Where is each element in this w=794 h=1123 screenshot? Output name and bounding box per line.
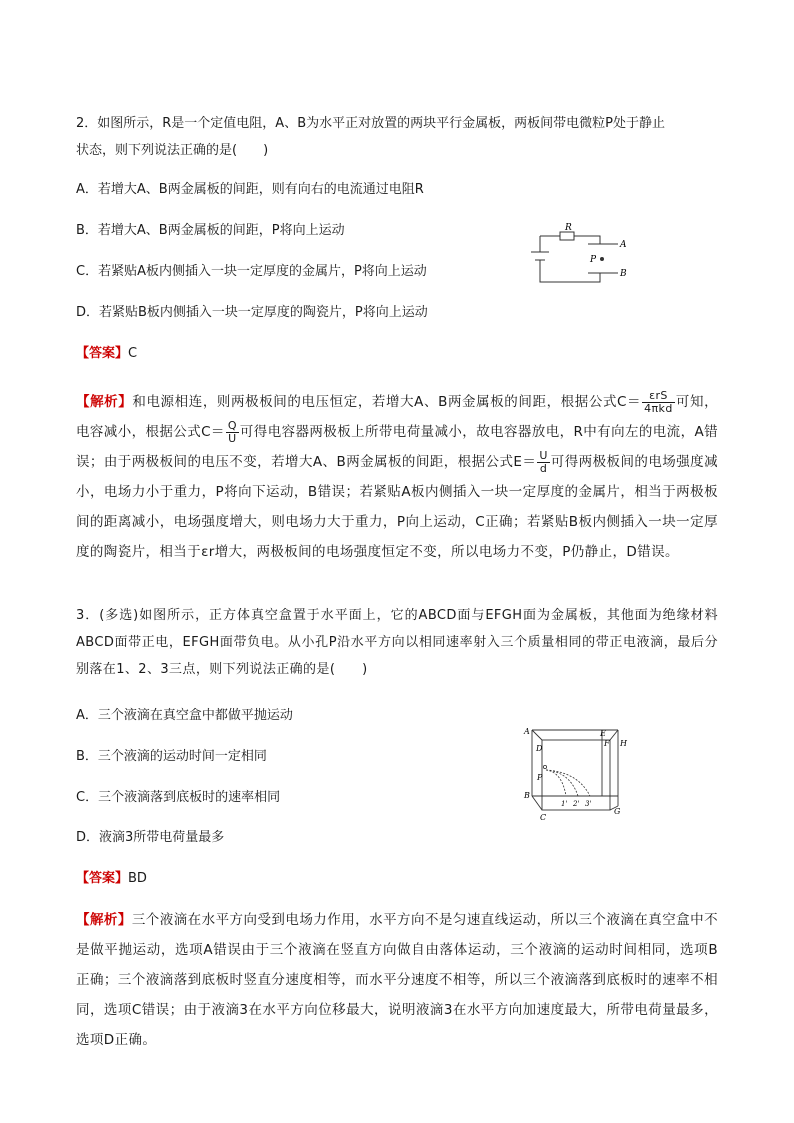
q3-label-f: F bbox=[604, 739, 610, 748]
q2-answer-tag: 【答案】 bbox=[76, 346, 129, 361]
q2-particle-dot bbox=[600, 257, 604, 261]
q2-stem-line1: 2．如图所示，R是一个定值电阻，A、B为水平正对放置的两块平行金属板，两板间带电微粒P处于静止 bbox=[76, 116, 665, 131]
q3-answer-tag: 【答案】 bbox=[76, 871, 129, 886]
q3-option-c: C．三个液滴落到底板时的速率相同 bbox=[76, 790, 281, 805]
q2-formula-capacitance: $\frac{\text{εrS}}{\text{4πkd}}$ bbox=[644, 388, 673, 415]
q3-analysis-text: 三个液滴在水平方向受到电场力作用，水平方向不是匀速直线运动，所以三个液滴在真空盒中不是做平抛运动，选项A错误由于三个液滴在竖直方向做自由落体运动，三个液滴的运动时间相同，选项B正确；三个液滴落到底板时竖直分速度相等，而水平分速度不相等，所以三个液滴落到底板时的速率不相同，选项C错误；由于液滴3在水平方向位移最大，说明液滴3在水平方向加速度最大，所带电荷量最多，选项D正确。 bbox=[76, 912, 718, 1048]
q2-label-p: P bbox=[590, 255, 597, 265]
q2-answer bbox=[76, 346, 137, 362]
q3-option-d: D．液滴3所带电荷量最多 bbox=[76, 830, 225, 845]
q3-label-e: E bbox=[600, 729, 606, 738]
q2-label-a: A bbox=[620, 240, 627, 250]
q3-label-point-3: 3' bbox=[585, 800, 592, 808]
q3-analysis bbox=[76, 905, 718, 1055]
q2-option-d: D．若紧贴B板内侧插入一块一定厚度的陶瓷片，P将向上运动 bbox=[76, 305, 428, 320]
q3-stem: 3．(多选)如图所示，正方体真空盒置于水平面上，它的ABCD面与EFGH面为金属板，其他面为绝缘材料ABCD面带正电，EFGH面带负电。从小孔P沿水平方向以相同速率射入三个质量相同的带正电液滴，最后分别落在1、2、3三点，则下列说法正确的是( ) bbox=[76, 608, 718, 677]
q2-analysis-text-4: 可得两极板间的电场强度减小，电场力小于重力，P将向下运动，B错误；若紧贴A板内侧插入一块一定厚度的金属片，相当于两极板间的距离减小，电场强度增大，则电场力大于重力，P向上运动，C正确；若紧贴B板内侧插入一块一定厚度的陶瓷片，相当于εr增大，两极板间的电场强度恒定不变，所以电场力不变，P仍静止，D错误。 bbox=[76, 454, 718, 560]
q3-label-point-1: 1' bbox=[561, 800, 568, 808]
q2-analysis-text-3: 可得电容器两极板上所带电荷量减小，故电容器放电，R中有向左的电流，A错误；由于两极板间的电压不变，若增大A、B两金属板的间距，根据公式E＝ bbox=[76, 424, 719, 470]
q2-analysis-text-1: 和电源相连，则两极板间的电压恒定，若增大A、B两金属板的间距，根据公式C＝ bbox=[132, 394, 642, 410]
q3-label-h: H bbox=[620, 739, 627, 748]
q3-label-c: C bbox=[540, 813, 547, 822]
q2-formula-qu: $\frac{Q}{U}$ bbox=[227, 418, 237, 445]
q3-answer-value: BD bbox=[128, 871, 147, 886]
q2-analysis-text-2: 可知，电容减小，根据公式C＝ bbox=[76, 394, 718, 440]
q3-analysis-tag: 【解析】 bbox=[76, 912, 132, 928]
q2-option-a: A．若增大A、B两金属板的间距，则有向右的电流通过电阻R bbox=[76, 182, 424, 197]
q2-option-b: B．若增大A、B两金属板的间距，P将向上运动 bbox=[76, 223, 345, 238]
q3-label-g: G bbox=[614, 807, 621, 816]
q2-label-b: B bbox=[620, 269, 627, 279]
q3-option-a: A．三个液滴在真空盒中都做平抛运动 bbox=[76, 708, 293, 723]
q3-hole-p bbox=[543, 765, 546, 768]
q2-label-r: R bbox=[565, 223, 572, 233]
q3-label-point-2: 2' bbox=[573, 800, 580, 808]
q2-analysis bbox=[76, 387, 718, 567]
q2-option-c: C．若紧贴A板内侧插入一块一定厚度的金属片，P将向上运动 bbox=[76, 264, 427, 279]
q3-answer bbox=[76, 871, 147, 887]
q3-option-b: B．三个液滴的运动时间一定相同 bbox=[76, 749, 267, 764]
q3-cube-diagram bbox=[518, 722, 630, 824]
q2-stem-line2: 状态，则下列说法正确的是( ) bbox=[76, 143, 269, 158]
q2-formula-ud: $\frac{U}{d}$ bbox=[539, 448, 548, 475]
q3-label-p: P bbox=[537, 773, 543, 782]
q3-label-a: A bbox=[524, 727, 530, 736]
q2-answer-value: C bbox=[128, 346, 138, 361]
q3-label-d: D bbox=[536, 744, 543, 753]
q2-circuit-diagram bbox=[528, 218, 638, 288]
q2-analysis-tag: 【解析】 bbox=[76, 394, 133, 410]
q3-label-b: B bbox=[524, 791, 530, 800]
